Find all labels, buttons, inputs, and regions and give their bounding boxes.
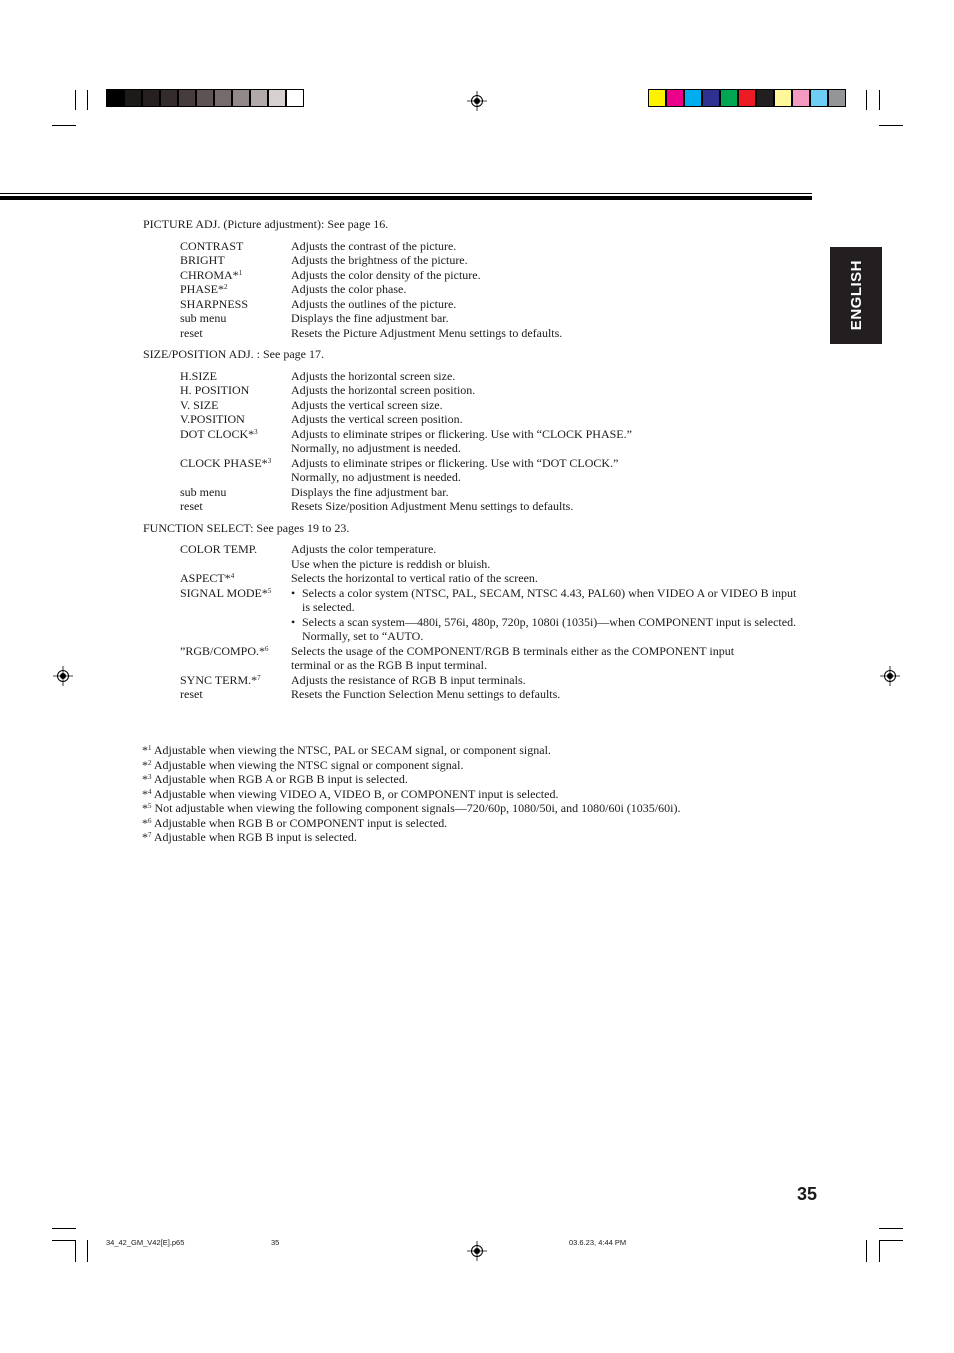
menu-item-table bbox=[180, 239, 562, 341]
color-swatch bbox=[720, 89, 738, 107]
footnote bbox=[142, 816, 680, 831]
menu-item-term bbox=[180, 456, 291, 485]
menu-item-row bbox=[180, 369, 632, 384]
menu-item-term-text: CLOCK PHASE* bbox=[180, 455, 268, 470]
menu-item-row bbox=[180, 311, 562, 326]
description-line: Selects the horizontal to vertical ratio of the screen. bbox=[291, 571, 538, 585]
menu-item-term bbox=[180, 412, 291, 427]
description-line: Normally, no adjustment is needed. bbox=[291, 470, 461, 484]
menu-item-term-text: SIGNAL MODE* bbox=[180, 585, 268, 600]
description-line: Use when the picture is reddish or bluish. bbox=[291, 556, 491, 571]
crop-mark bbox=[52, 125, 76, 126]
menu-item-term-text: V. SIZE bbox=[180, 397, 219, 412]
menu-item-description bbox=[291, 586, 803, 644]
footnote bbox=[142, 830, 680, 845]
menu-item-term bbox=[180, 427, 291, 456]
description-line: Adjusts the resistance of RGB B input terminals. bbox=[291, 672, 526, 687]
color-swatch bbox=[648, 89, 666, 107]
color-swatch bbox=[268, 89, 286, 107]
footnote-number: 2 bbox=[148, 758, 152, 767]
registration-mark-icon bbox=[53, 666, 73, 686]
menu-item-term-text: SHARPNESS bbox=[180, 296, 249, 311]
description-line: Adjusts the horizontal screen size. bbox=[291, 368, 456, 383]
menu-item-term-text: SYNC TERM.* bbox=[180, 672, 258, 687]
footnote-text: Adjustable when RGB B or COMPONENT input is selected. bbox=[151, 815, 448, 830]
menu-item-term-text: DOT CLOCK* bbox=[180, 426, 255, 441]
footnote bbox=[142, 743, 680, 758]
footnote-text: Adjustable when viewing VIDEO A, VIDEO B, or COMPONENT input is selected. bbox=[151, 786, 559, 801]
menu-item-term-text: reset bbox=[180, 325, 203, 340]
menu-item-term-text: V.POSITION bbox=[180, 412, 245, 426]
menu-item-term bbox=[180, 253, 291, 268]
menu-item-term bbox=[180, 687, 291, 702]
crop-mark bbox=[87, 90, 88, 110]
menu-item-description bbox=[291, 673, 803, 688]
menu-item-term-text: sub menu bbox=[180, 484, 227, 499]
menu-item-row bbox=[180, 485, 632, 500]
menu-item-description bbox=[291, 297, 562, 312]
menu-item-term-text: H. POSITION bbox=[180, 383, 250, 397]
color-swatch bbox=[702, 89, 720, 107]
menu-item-term-text: CHROMA* bbox=[180, 267, 239, 282]
registration-mark-icon bbox=[467, 91, 487, 111]
crop-mark bbox=[879, 1240, 880, 1262]
slug-page: 35 bbox=[271, 1238, 280, 1247]
section-heading: PICTURE ADJ. (Picture adjustment): See page 16. bbox=[143, 217, 389, 231]
menu-item-description bbox=[291, 268, 562, 283]
menu-item-row bbox=[180, 586, 803, 644]
section-heading: FUNCTION SELECT: See pages 19 to 23. bbox=[143, 520, 350, 535]
description-line: Resets the Function Selection Menu settings to defaults. bbox=[291, 687, 561, 701]
header-rule-thin bbox=[0, 193, 812, 194]
menu-item-term bbox=[180, 485, 291, 500]
section-heading: SIZE/POSITION ADJ. : See page 17. bbox=[143, 347, 324, 361]
menu-item-term bbox=[180, 586, 291, 644]
crop-mark bbox=[879, 1240, 903, 1241]
menu-item-description bbox=[291, 326, 562, 341]
description-line: Displays the fine adjustment bar. bbox=[291, 311, 449, 325]
color-swatch bbox=[738, 89, 756, 107]
menu-item-row bbox=[180, 297, 562, 312]
menu-item-description bbox=[291, 369, 632, 384]
footnote-mark: * bbox=[142, 772, 148, 786]
grayscale-calibration-bar bbox=[106, 89, 304, 107]
menu-item-table bbox=[180, 542, 803, 702]
menu-item-row bbox=[180, 542, 803, 571]
menu-reference-content bbox=[143, 217, 803, 709]
menu-item-term-text: COLOR TEMP. bbox=[180, 542, 258, 556]
menu-item-description bbox=[291, 644, 803, 673]
menu-item-row bbox=[180, 499, 632, 514]
bullet-icon: • bbox=[291, 585, 296, 600]
footnote-text: Adjustable when RGB B input is selected. bbox=[151, 830, 357, 844]
color-swatch bbox=[666, 89, 684, 107]
description-line: Adjusts the brightness of the picture. bbox=[291, 253, 468, 267]
footnote-ref: 5 bbox=[267, 586, 272, 595]
menu-item-term bbox=[180, 644, 291, 673]
menu-item-row bbox=[180, 412, 632, 427]
menu-item-term bbox=[180, 326, 291, 341]
footnote-mark: * bbox=[142, 815, 148, 830]
menu-item-description bbox=[291, 311, 562, 326]
color-swatch bbox=[196, 89, 214, 107]
registration-mark-icon bbox=[467, 1241, 487, 1261]
menu-item-term-text: reset bbox=[180, 687, 203, 701]
footnote-number: 1 bbox=[148, 744, 152, 752]
registration-mark-icon bbox=[880, 666, 900, 686]
menu-item-description bbox=[291, 427, 632, 456]
footnote bbox=[142, 801, 680, 816]
color-swatch bbox=[142, 89, 160, 107]
footnote-ref: 7 bbox=[257, 673, 261, 682]
footnote-number: 3 bbox=[148, 773, 152, 781]
menu-item-description bbox=[291, 398, 632, 413]
footnote-ref: 4 bbox=[230, 572, 235, 580]
color-swatch bbox=[286, 89, 304, 107]
color-calibration-bar bbox=[648, 89, 846, 107]
language-tab bbox=[830, 247, 882, 344]
description-line: Adjusts the color density of the picture. bbox=[291, 267, 481, 282]
menu-item-row bbox=[180, 398, 632, 413]
description-line: Adjusts the color temperature. bbox=[291, 542, 437, 556]
menu-item-term-text: sub menu bbox=[180, 311, 227, 325]
footnote-number: 5 bbox=[148, 802, 152, 810]
description-line: Resets the Picture Adjustment Menu settings to defaults. bbox=[291, 325, 563, 340]
menu-item-description bbox=[291, 239, 562, 254]
menu-item-term bbox=[180, 369, 291, 384]
menu-item-term bbox=[180, 268, 291, 283]
menu-item-row bbox=[180, 268, 562, 283]
menu-item-term-text: ”RGB/COMPO.* bbox=[180, 643, 266, 658]
color-swatch bbox=[124, 89, 142, 107]
description-line: Adjusts the contrast of the picture. bbox=[291, 238, 457, 253]
footnote-number: 6 bbox=[148, 816, 152, 825]
menu-item-row bbox=[180, 239, 562, 254]
description-line: Normally, no adjustment is needed. bbox=[291, 441, 461, 455]
footnote-mark: * bbox=[142, 786, 148, 801]
color-swatch bbox=[160, 89, 178, 107]
menu-item-row bbox=[180, 687, 803, 702]
description-line: Adjusts to eliminate stripes or flickering. Use with “CLOCK PHASE.” bbox=[291, 426, 632, 441]
footnote-text: Adjustable when viewing the NTSC, PAL or SECAM signal, or component signal. bbox=[151, 743, 551, 757]
footnote bbox=[142, 758, 680, 773]
color-swatch bbox=[106, 89, 124, 107]
footnote-text: Not adjustable when viewing the following component signals—720/60p, 1080/50i, and 1080/60i (1035/60i). bbox=[151, 801, 681, 815]
menu-item-term bbox=[180, 239, 291, 254]
menu-item-term bbox=[180, 311, 291, 326]
menu-item-term bbox=[180, 542, 291, 571]
menu-item-description bbox=[291, 687, 803, 702]
description-line: Adjusts the horizontal screen position. bbox=[291, 383, 476, 397]
menu-item-term bbox=[180, 297, 291, 312]
description-line: Adjusts the color phase. bbox=[291, 282, 407, 296]
description-line: Displays the fine adjustment bar. bbox=[291, 484, 449, 499]
footnote-ref: 2 bbox=[224, 283, 228, 291]
description-line: Resets Size/position Adjustment Menu settings to defaults. bbox=[291, 499, 574, 513]
menu-item-row bbox=[180, 282, 562, 297]
page-number: 35 bbox=[797, 1184, 818, 1204]
menu-item-row bbox=[180, 673, 803, 688]
slug-date: 03.6.23, 4:44 PM bbox=[569, 1238, 627, 1247]
footnote-ref: 3 bbox=[267, 456, 272, 465]
footnote-number: 4 bbox=[148, 787, 152, 796]
crop-mark bbox=[75, 90, 76, 110]
menu-item-row bbox=[180, 456, 632, 485]
footnote-mark: * bbox=[142, 757, 148, 772]
description-line: Selects the usage of the COMPONENT/RGB B terminals either as the COMPONENT input bbox=[291, 643, 735, 658]
menu-item-row bbox=[180, 427, 632, 456]
crop-mark bbox=[879, 1228, 903, 1229]
description-line: Adjusts to eliminate stripes or flickering. Use with “DOT CLOCK.” bbox=[291, 455, 619, 470]
menu-item-term-text: CONTRAST bbox=[180, 238, 244, 253]
color-swatch bbox=[756, 89, 774, 107]
menu-item-description bbox=[291, 383, 632, 398]
footnote-text: Adjustable when RGB A or RGB B input is selected. bbox=[151, 772, 408, 786]
menu-item-term-text: ASPECT* bbox=[180, 571, 231, 585]
menu-item-table bbox=[180, 369, 632, 514]
color-swatch bbox=[214, 89, 232, 107]
menu-item-description bbox=[291, 412, 632, 427]
menu-item-term bbox=[180, 673, 291, 688]
color-swatch bbox=[684, 89, 702, 107]
crop-mark bbox=[879, 125, 903, 126]
description-line: Adjusts the vertical screen size. bbox=[291, 397, 443, 412]
crop-mark bbox=[866, 90, 867, 110]
menu-item-row bbox=[180, 253, 562, 268]
menu-item-term bbox=[180, 383, 291, 398]
color-swatch bbox=[774, 89, 792, 107]
menu-item-description bbox=[291, 499, 632, 514]
color-swatch bbox=[810, 89, 828, 107]
description-line: Adjusts the vertical screen position. bbox=[291, 412, 463, 426]
color-swatch bbox=[828, 89, 846, 107]
footnote bbox=[142, 772, 680, 787]
menu-item-row bbox=[180, 644, 803, 673]
color-swatch bbox=[178, 89, 196, 107]
bullet-item bbox=[291, 586, 803, 615]
description-line: Adjusts the outlines of the picture. bbox=[291, 296, 457, 311]
menu-item-row bbox=[180, 326, 562, 341]
menu-item-term bbox=[180, 571, 291, 586]
footnote-text: Adjustable when viewing the NTSC signal or component signal. bbox=[151, 757, 464, 772]
slug-file-name: 34_42_GM_V42[E].p65 bbox=[106, 1238, 185, 1247]
description-line: terminal or as the RGB B input terminal. bbox=[291, 658, 487, 672]
footnote-ref: 1 bbox=[238, 268, 243, 277]
crop-mark bbox=[52, 1240, 76, 1241]
footnote-ref: 3 bbox=[254, 427, 258, 436]
footnote-mark: * bbox=[142, 743, 148, 757]
menu-item-term-text: reset bbox=[180, 499, 203, 513]
language-tab-label: ENGLISH bbox=[847, 260, 865, 331]
header-rule-thick bbox=[0, 196, 812, 200]
footnote-mark: * bbox=[142, 830, 148, 844]
bullet-text: Selects a scan system—480i, 576i, 480p, 720p, 1080i (1035i)—when COMPONENT input is selected. Normally, set to “AUTO. bbox=[302, 614, 797, 643]
menu-item-term-text: H.SIZE bbox=[180, 368, 217, 383]
menu-item-term bbox=[180, 282, 291, 297]
menu-item-term bbox=[180, 499, 291, 514]
color-swatch bbox=[250, 89, 268, 107]
color-swatch bbox=[792, 89, 810, 107]
crop-mark bbox=[866, 1240, 867, 1262]
menu-item-description bbox=[291, 282, 562, 297]
footnote-mark: * bbox=[142, 801, 148, 815]
bullet-item bbox=[291, 615, 803, 644]
menu-item-description bbox=[291, 571, 803, 586]
crop-mark bbox=[87, 1240, 88, 1262]
menu-item-row bbox=[180, 571, 803, 586]
bullet-icon: • bbox=[291, 614, 296, 629]
crop-mark bbox=[879, 90, 880, 110]
bullet-text: Selects a color system (NTSC, PAL, SECAM, NTSC 4.43, PAL60) when VIDEO A or VIDEO B input is selected. bbox=[302, 585, 797, 614]
color-swatch bbox=[232, 89, 250, 107]
menu-item-description bbox=[291, 253, 562, 268]
menu-item-description bbox=[291, 456, 632, 485]
crop-mark bbox=[75, 1240, 76, 1262]
menu-item-term-text: BRIGHT bbox=[180, 253, 225, 267]
menu-item-term-text: PHASE* bbox=[180, 282, 225, 296]
menu-item-description bbox=[291, 485, 632, 500]
menu-item-description bbox=[291, 542, 803, 571]
footnote-ref: 6 bbox=[265, 644, 269, 653]
footnotes bbox=[142, 743, 680, 845]
footnote-number: 7 bbox=[148, 831, 152, 839]
crop-mark bbox=[52, 1228, 76, 1229]
menu-item-row bbox=[180, 383, 632, 398]
menu-item-term bbox=[180, 398, 291, 413]
footnote bbox=[142, 787, 680, 802]
